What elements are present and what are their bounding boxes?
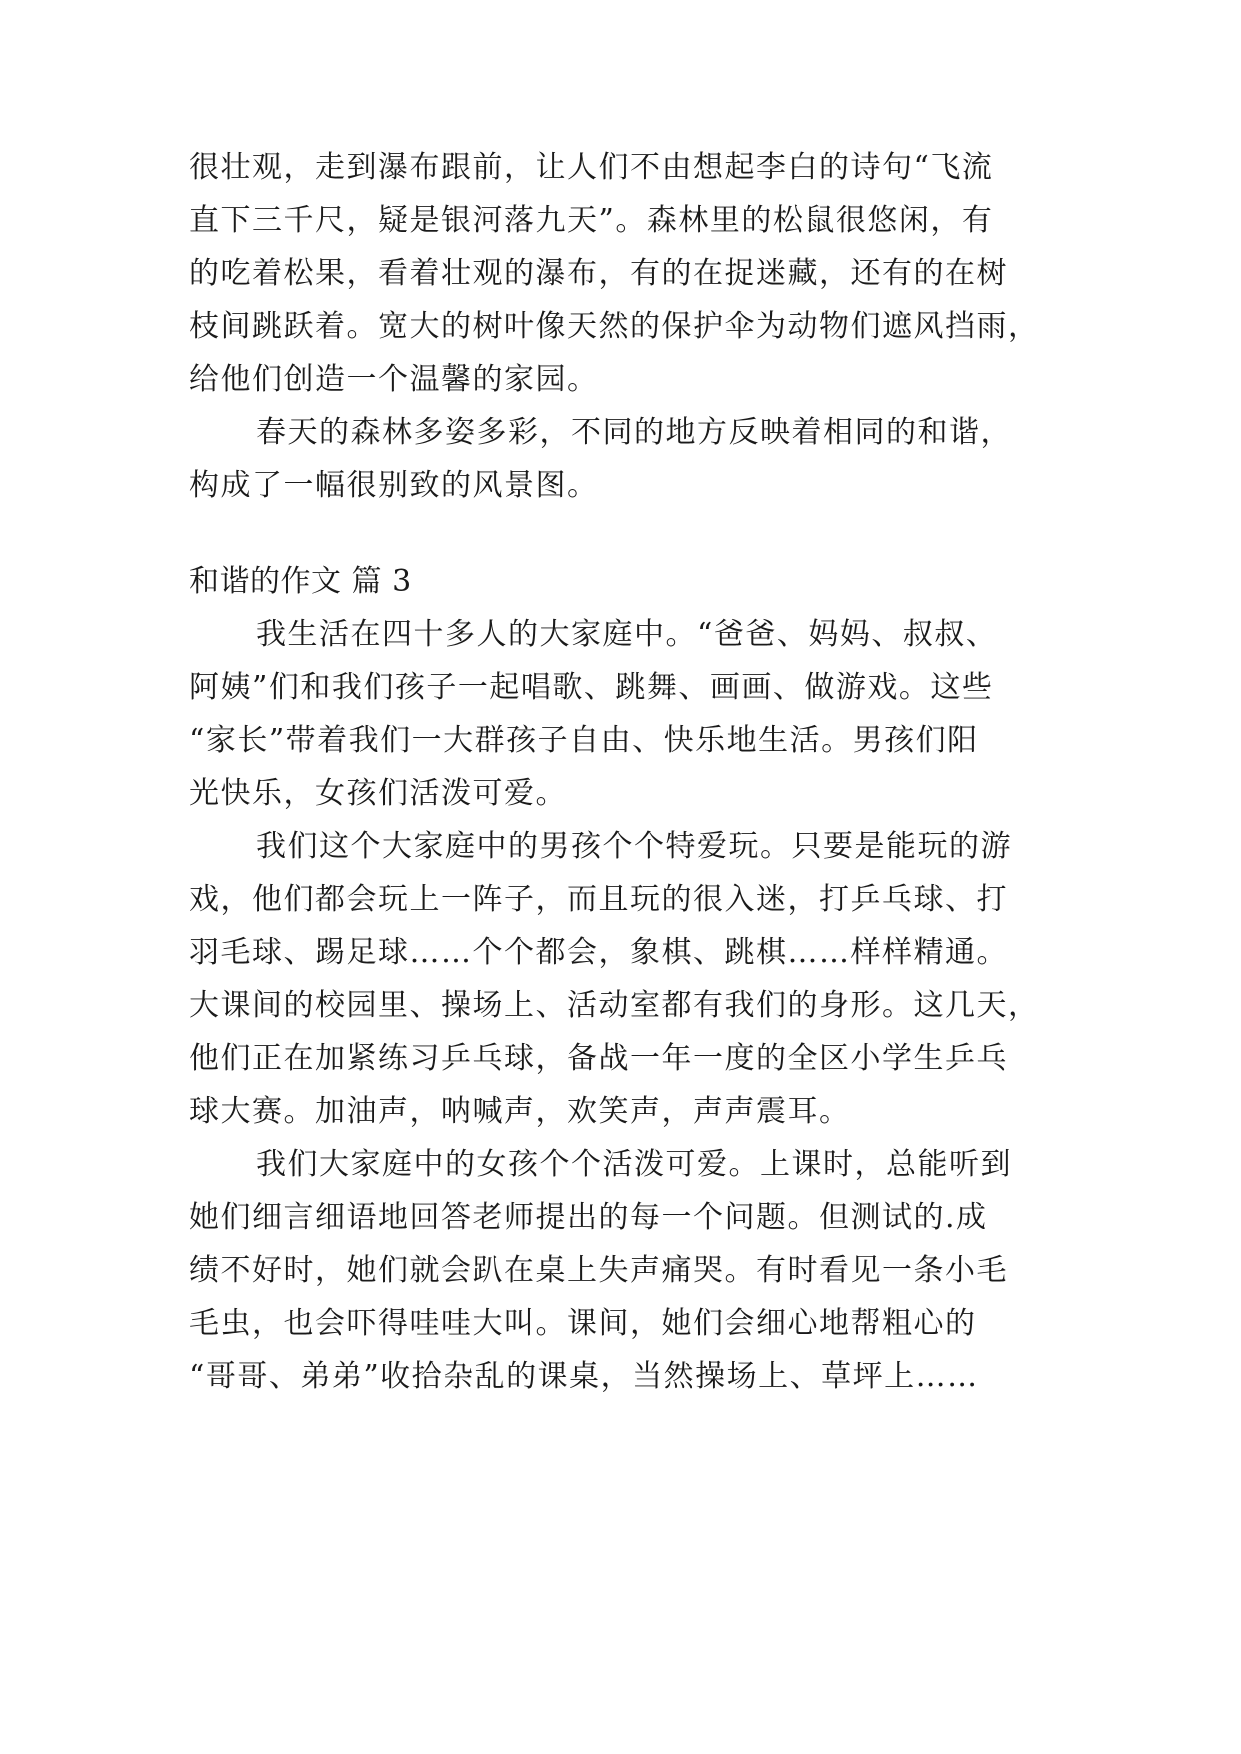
paragraph-line: 羽毛球、踢足球……个个都会，象棋、跳棋……样样精通。 [189, 935, 1008, 970]
paragraph-line: 春天的森林多姿多彩，不同的地方反映着相同的和谐， [256, 415, 1012, 450]
paragraph-line: 很壮观，走到瀑布跟前，让人们不由想起李白的诗句“飞流 [189, 150, 994, 185]
paragraph-line: 她们细言细语地回答老师提出的每一个问题。但测试的.成 [189, 1200, 988, 1235]
paragraph-line: 阿姨”们和我们孩子一起唱歌、跳舞、画画、做游戏。这些 [189, 670, 994, 705]
paragraph-line: 枝间跳跃着。宽大的树叶像天然的保护伞为动物们遮风挡雨， [189, 309, 1040, 344]
paragraph-line: 戏，他们都会玩上一阵子，而且玩的很入迷，打乒乓球、打 [189, 882, 1008, 917]
paragraph-line: 我生活在四十多人的大家庭中。“爸爸、妈妈、叔叔、 [256, 617, 998, 652]
paragraph-line: 绩不好时，她们就会趴在桌上失声痛哭。有时看见一条小毛 [189, 1253, 1008, 1288]
paragraph-line: 我们大家庭中的女孩个个活泼可爱。上课时，总能听到 [256, 1147, 1012, 1182]
paragraph-line: 他们正在加紧练习乒乓球，备战一年一度的全区小学生乒乓 [189, 1041, 1008, 1076]
paragraph-line: “哥哥、弟弟”收拾杂乱的课桌，当然操场上、草坪上…… [189, 1359, 979, 1394]
paragraph-line: 毛虫，也会吓得哇哇大叫。课间，她们会细心地帮粗心的 [189, 1306, 977, 1341]
paragraph-line: 给他们创造一个温馨的家园。 [189, 362, 599, 397]
paragraph-line: 的吃着松果，看着壮观的瀑布，有的在捉迷藏，还有的在树 [189, 256, 1008, 291]
paragraph-line: 球大赛。加油声，呐喊声，欢笑声，声声震耳。 [189, 1094, 851, 1129]
paragraph-line: “家长”带着我们一大群孩子自由、快乐地生活。男孩们阳 [189, 723, 979, 758]
paragraph-line: 大课间的校园里、操场上、活动室都有我们的身形。这几天， [189, 988, 1040, 1023]
paragraph-line: 直下三千尺，疑是银河落九天”。森林里的松鼠很悠闲，有 [189, 203, 994, 238]
paragraph-line: 构成了一幅很别致的风景图。 [189, 468, 599, 503]
paragraph-line: 我们这个大家庭中的男孩个个特爱玩。只要是能玩的游 [256, 829, 1012, 864]
section-heading: 和谐的作文 篇 3 [189, 564, 412, 599]
paragraph-line: 光快乐，女孩们活泼可爱。 [189, 776, 567, 811]
